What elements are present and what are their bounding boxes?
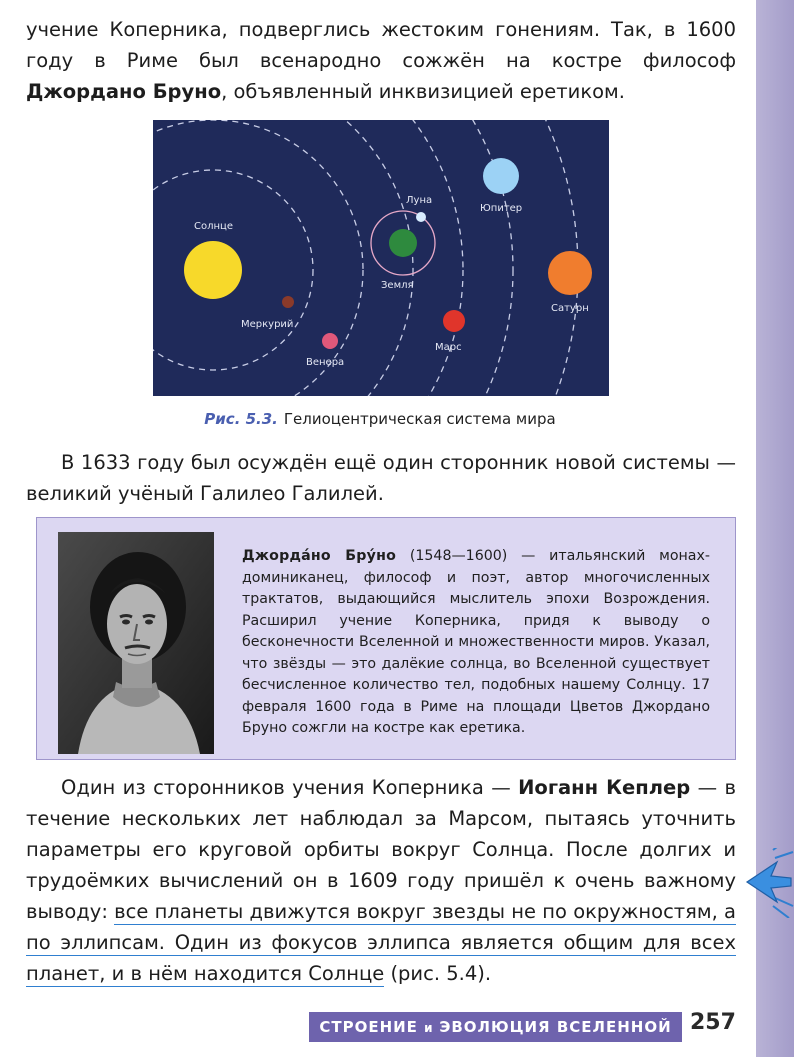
footer-word-and: и: [424, 1021, 434, 1035]
bruno-biography-box: [36, 517, 736, 760]
top-paragraph: [26, 14, 736, 107]
galileo-paragraph-text: В 1633 году был осуждён ещё один сторонник новой системы — великий учёный Галилео Галилей.: [26, 451, 736, 505]
kepler-paragraph: [26, 772, 736, 989]
solar-system-diagram: [153, 120, 609, 396]
kepler-text-start: Один из сторонников учения Коперника —: [61, 776, 519, 799]
footer-word-evolution: ЭВОЛЮЦИЯ ВСЕЛЕННОЙ: [439, 1018, 672, 1036]
key-point-arrow-icon: [745, 848, 794, 922]
caption-number: Рис. 5.3.: [204, 410, 278, 428]
kepler-name-bold: Иоганн Кеплер: [518, 776, 691, 799]
jupiter: [483, 158, 519, 194]
orbit-venus: [153, 120, 363, 396]
caption-text: Гелиоцентрическая система мира: [283, 410, 556, 428]
footer-word-structure: СТРОЕНИЕ: [319, 1018, 418, 1036]
galileo-paragraph: [26, 447, 736, 509]
bruno-name-bold: Джордано Бруно: [26, 80, 222, 103]
earth: [389, 229, 417, 257]
moon: [416, 212, 426, 222]
bio-name: Джорда́но Бру́но: [242, 548, 397, 564]
mars: [443, 310, 465, 332]
kepler-underlined-conclusion: все планеты движутся вокруг звезды не по окружностям, а по эллипсам. Один из фокусов эллипса является общим для всех планет, и в нём находится Солнце: [26, 900, 736, 985]
earth-label: Земля: [381, 280, 414, 291]
portrait-drawing: [58, 532, 214, 754]
sun: [184, 241, 242, 299]
saturn: [548, 251, 592, 295]
mercury: [282, 296, 294, 308]
kepler-text-end: (рис. 5.4).: [384, 962, 492, 985]
page-number: 257: [690, 1010, 736, 1035]
bio-text: [242, 546, 710, 740]
top-paragraph-text: учение Коперника, подверглись жестоким гонениям. Так, в 1600 году в Риме был всенародно сожжён на костре философ: [26, 18, 736, 72]
sun-label: Солнце: [194, 221, 233, 232]
figure-caption: [0, 410, 760, 428]
bio-description: (1548—1600) — итальянский монах-доминиканец, философ и поэт, автор многочисленных трактатов, выдающийся мыслитель эпохи Возрождения. Расширил учение Коперника, придя к выводу о бесконечности Вселенной и множественности миров. Указал, что звёзды — это далёкие солнца, во Вселенной существует бесчисленное количество тел, подобных нашему Солнцу. 17 февраля 1600 года в Риме на площади Цветов Джордано Бруно сожгли на костре как еретика.: [242, 548, 711, 736]
mars-label: Марс: [435, 342, 462, 353]
saturn-label: Сатурн: [551, 303, 589, 314]
bruno-portrait: [58, 532, 214, 754]
chapter-footer-bar: [309, 1012, 682, 1042]
venus: [322, 333, 338, 349]
heliocentric-figure: [153, 120, 609, 396]
kepler-text-middle: — в течение нескольких лет наблюдал за Марсом, пытаясь уточнить параметры его круговой орбиты вокруг Солнца. После долгих и трудоёмких вычислений он в 1609 году пришёл к очень важному выводу:: [26, 776, 736, 923]
moon-label: Луна: [406, 195, 433, 206]
venus-label: Венера: [306, 357, 345, 368]
top-paragraph-end: , объявленный инквизицией еретиком.: [221, 80, 625, 103]
jupiter-label: Юпитер: [480, 203, 523, 214]
mercury-label: Меркурий: [241, 319, 294, 330]
